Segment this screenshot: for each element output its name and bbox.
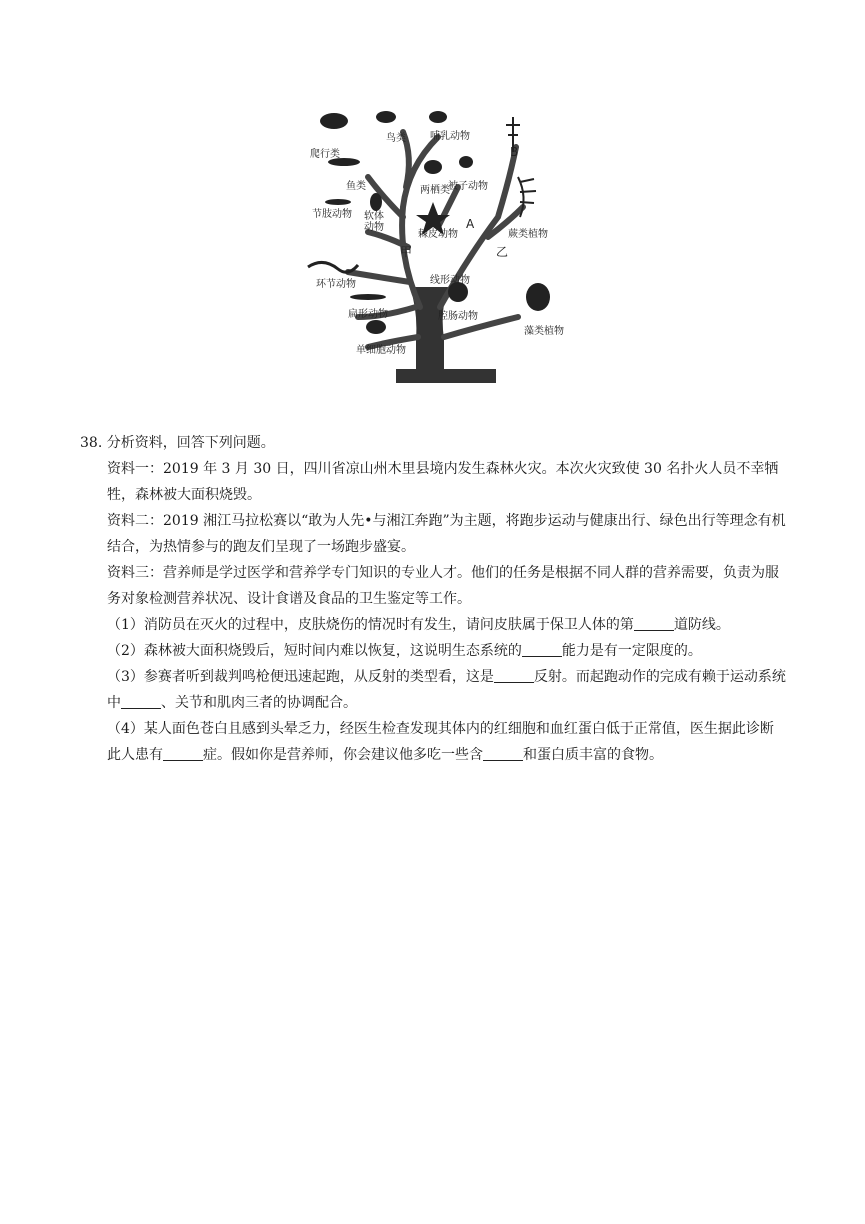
label-seed-plants: 被子动物 [448, 181, 488, 192]
label-reptiles: 爬行类 [310, 149, 340, 160]
label-mammals: 哺乳动物 [430, 131, 470, 142]
mark-jia: 甲 [400, 245, 413, 259]
label-annelids: 环节动物 [316, 279, 356, 290]
q2-text-b: 能力是有一定限度的。 [561, 643, 702, 659]
label-protozoa: 单细胞动物 [356, 345, 406, 356]
question-heading [80, 430, 786, 456]
sub-question-3 [80, 664, 786, 716]
evolution-tree-figure [298, 107, 582, 383]
answer-blank-1[interactable] [634, 616, 674, 631]
question-number: 38. [80, 435, 103, 451]
q3-text-b: 反射。而起跑动作的完成有赖于运动系统中 [107, 669, 786, 711]
sub-question-1 [80, 612, 786, 638]
label-echinoderms: 棘皮动物 [418, 229, 458, 240]
answer-blank-3a[interactable] [494, 668, 534, 683]
material-1: 资料一：2019 年 3 月 30 日，四川省凉山州木里县境内发生森林火灾。本次火灾致使 30 名扑火人员不幸牺牲，森林被大面积烧毁。 [107, 461, 779, 503]
label-cnidarians: 腔肠动物 [438, 311, 478, 322]
answer-blank-4b[interactable] [483, 746, 523, 761]
label-pteridophytes: 蕨类植物 [508, 229, 548, 240]
q4-text-b: 症。假如你是营养师，你会建议他多吃一些含 [203, 747, 483, 763]
question-title: 分析资料，回答下列问题。 [106, 435, 275, 451]
answer-blank-3b[interactable] [121, 694, 161, 709]
q4-text-c: 和蛋白质丰富的食物。 [523, 747, 663, 763]
q2-text-a: （2）森林被大面积烧毁后，短时间内难以恢复，这说明生态系统的 [107, 643, 522, 659]
question-38 [80, 430, 786, 768]
material-3: 资料三：营养师是学过医学和营养学专门知识的专业人才。他们的任务是根据不同人群的营养需要，负责为服务对象检测营养状况、设计食谱及食品的卫生鉴定等工作。 [107, 565, 779, 607]
mark-yi: 乙 [496, 245, 509, 259]
material-2: 资料二：2019 湘江马拉松赛以“敢为人先•与湘江奔跑”为主题，将跑步运动与健康出行、绿色出行等理念有机结合，为热情参与的跑友们呈现了一场跑步盛宴。 [107, 513, 786, 555]
q4-text-a: （4）某人面色苍白且感到头晕乏力，经医生检查发现其体内的红细胞和血红蛋白低于正常值，医生据此诊断此人患有 [107, 721, 774, 763]
label-birds: 鸟类 [386, 133, 406, 144]
label-nematodes: 线形动物 [430, 275, 470, 286]
sub-question-2 [80, 638, 786, 664]
label-mollusks: 软体动物 [364, 211, 384, 233]
q1-text-a: （1）消防员在灭火的过程中，皮肤烧伤的情况时有发生，请问皮肤属于保卫人体的第 [107, 617, 634, 633]
q1-text-b: 道防线。 [673, 617, 730, 633]
label-fish: 鱼类 [346, 181, 366, 192]
mark-a: A [466, 217, 475, 231]
q3-text-a: （3）参赛者听到裁判鸣枪便迅速起跑，从反射的类型看，这是 [107, 669, 494, 685]
label-arthropods: 节肢动物 [312, 209, 352, 220]
mark-b: B [510, 145, 519, 159]
answer-blank-4a[interactable] [163, 746, 203, 761]
answer-blank-2[interactable] [522, 642, 562, 657]
q3-text-c: 、关节和肌肉三者的协调配合。 [161, 695, 357, 711]
sub-question-4 [80, 716, 786, 768]
label-algae: 藻类植物 [524, 326, 564, 337]
evolution-tree-drawing [298, 107, 582, 383]
label-flatworms: 扁形动物 [348, 309, 388, 320]
tree-ground [396, 369, 496, 383]
label-amphibians: 两栖类 [420, 185, 450, 196]
